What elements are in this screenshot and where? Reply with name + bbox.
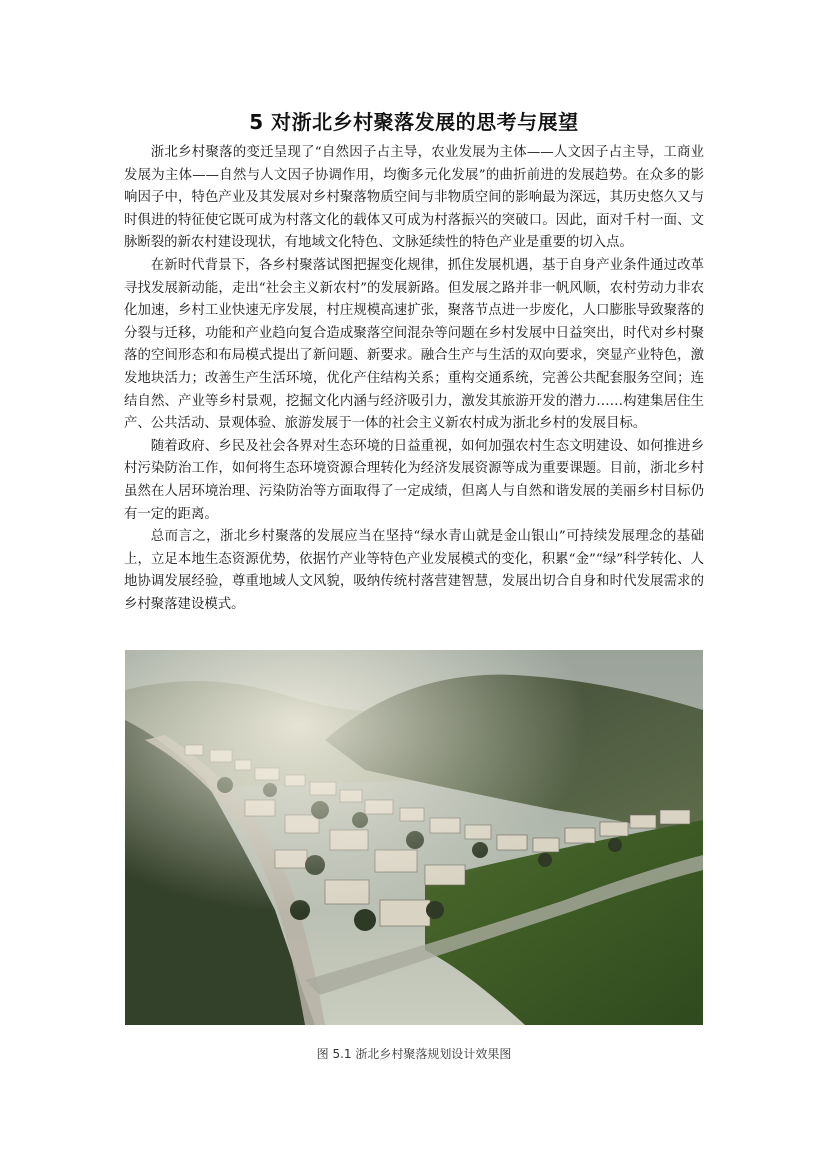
village-rendering-figure: [125, 650, 703, 1025]
section-title: 5 对浙北乡村聚落发展的思考与展望: [249, 110, 579, 134]
village-rendering-image: [125, 650, 703, 1025]
body-text: [124, 142, 704, 616]
paragraph-4: 总而言之，浙北乡村聚落的发展应当在坚持“绿水青山就是金山银山”可持续发展理念的基础上，立足本地生态资源优势，依据竹产业等特色产业发展模式的变化，积累“金”“绿”科学转化、人地协调发展经验，尊重地域人文风貌，吸纳传统村落营建智慧，发展出切合自身和时代发展需求的乡村聚落建设模式。: [124, 529, 704, 612]
paragraph-2: 在新时代背景下，各乡村聚落试图把握变化规律，抓住发展机遇，基于自身产业条件通过改革寻找发展新动能，走出“社会主义新农村”的发展新路。但发展之路并非一帆风顺，农村劳动力非农化加速，乡村工业快速无序发展，村庄规模高速扩张，聚落节点进一步废化，人口膨胀导致聚落的分裂与迁移，功能和产业趋向复合造成聚落空间混杂等问题在乡村发展中日益突出，时代对乡村聚落的空间形态和布局模式提出了新问题、新要求。融合生产与生活的双向要求，突显产业特色，激发地块活力；改善生产生活环境，优化产住结构关系；重构交通系统，完善公共配套服务空间；连结自然、产业等乡村景观，挖掘文化内涵与经济吸引力，激发其旅游开发的潜力……构建集居住生产、公共活动、景观体验、旅游发展于一体的社会主义新农村成为浙北乡村的发展目标。: [124, 257, 704, 432]
paragraph-3: 随着政府、乡民及社会各界对生态环境的日益重视，如何加强农村生态文明建设、如何推进乡村污染防治工作，如何将生态环境资源合理转化为经济发展资源等成为重要课题。目前，浙北乡村虽然在人居环境治理、污染防治等方面取得了一定成绩，但离人与自然和谐发展的美丽乡村目标仍有一定的距离。: [124, 438, 704, 522]
figure-caption: 图 5.1 浙北乡村聚落规划设计效果图: [316, 1047, 512, 1061]
paragraph-1: 浙北乡村聚落的变迁呈现了“自然因子占主导，农业发展为主体——人文因子占主导，工商业发展为主体——自然与人文因子协调作用，均衡多元化发展”的曲折前进的发展趋势。在众多的影响因子中，特色产业及其发展对乡村聚落物质空间与非物质空间的影响最为深远，其历史悠久又与时俱进的特征使它既可成为村落文化的载体又可成为村落振兴的突破口。因此，面对千村一面、文脉断裂的新农村建设现状，有地域文化特色、文脉延续性的特色产业是重要的切入点。: [124, 145, 704, 251]
